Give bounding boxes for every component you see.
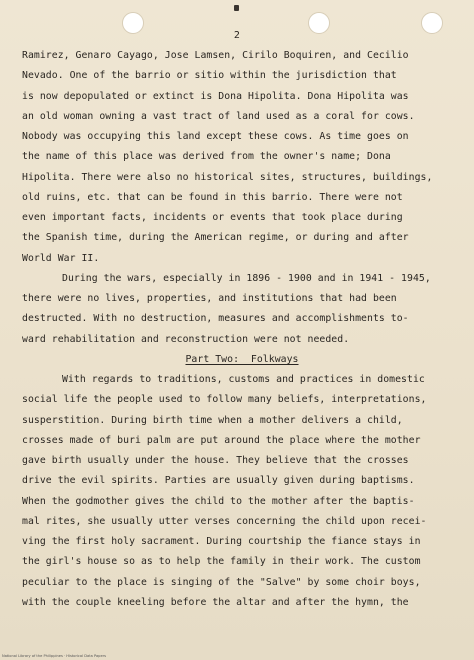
text-line: mal rites, she usually utter verses concerning the child upon recei- [22, 515, 427, 527]
text-line: When the godmother gives the child to the mother after the baptis- [22, 495, 415, 507]
text-line: With regards to traditions, customs and practices in domestic [62, 374, 425, 385]
staple-mark [234, 5, 239, 11]
text-line: Nobody was occupying this land except these cows. As time goes on [22, 131, 409, 142]
typed-text-body [22, 46, 462, 613]
text-line: gave birth usually under the house. They believe that the crosses [22, 455, 409, 466]
section-heading: Part Two: Folkways [185, 353, 299, 365]
text-line: old ruins, etc. that can be found in this barrio. There were not [22, 191, 403, 203]
text-line: even important facts, incidents or events that took place during [22, 212, 403, 223]
text-line: the girl's house so as to help the family in their work. The custom [22, 556, 421, 568]
text-line: World War II. [22, 252, 100, 264]
text-line: Nevado. One of the barrio or sitio within the jurisdiction that [22, 70, 397, 82]
footer-credit: National Library of the Philippines · Historical Data Papers [2, 654, 107, 658]
text-line: the name of this place was derived from the owner's name; Dona [22, 151, 391, 163]
text-line: ving the first holy sacrament. During courtship the fiance stays in [22, 536, 421, 547]
text-line: ward rehabilitation and reconstruction were not needed. [22, 333, 350, 345]
text-line: Hipolita. There were also no historical sites, structures, buildings, [22, 171, 433, 183]
text-line: drive the evil spirits. Parties are usually given during baptisms. [22, 475, 415, 487]
text-line: peculiar to the place is singing of the "Salve" by some choir boys, [22, 576, 421, 588]
text-line: susperstition. During birth time when a mother delivers a child, [22, 414, 403, 426]
text-line: destructed. With no destruction, measures and accomplishments to- [22, 313, 409, 325]
text-line: an old woman owning a vast tract of land used as a coral for cows. [22, 110, 415, 122]
text-line: is now depopulated or extinct is Dona Hipolita. Dona Hipolita was [22, 90, 409, 102]
section-heading-line [22, 350, 462, 370]
text-line: the Spanish time, during the American regime, or during and after [22, 232, 409, 244]
text-line: social life the people used to follow many beliefs, interpretations, [22, 394, 427, 406]
text-line: with the couple kneeling before the altar and after the hymn, the [22, 596, 409, 608]
text-line: crosses made of buri palm are put around the place where the mother [22, 434, 421, 446]
text-line: Ramirez, Genaro Cayago, Jose Lamsen, Cirilo Boquiren, and Cecilio [22, 50, 409, 61]
text-line: During the wars, especially in 1896 - 1900 and in 1941 - 1945, [62, 272, 431, 284]
page-number: 2 [233, 30, 241, 41]
text-line: there were no lives, properties, and institutions that had been [22, 293, 397, 304]
